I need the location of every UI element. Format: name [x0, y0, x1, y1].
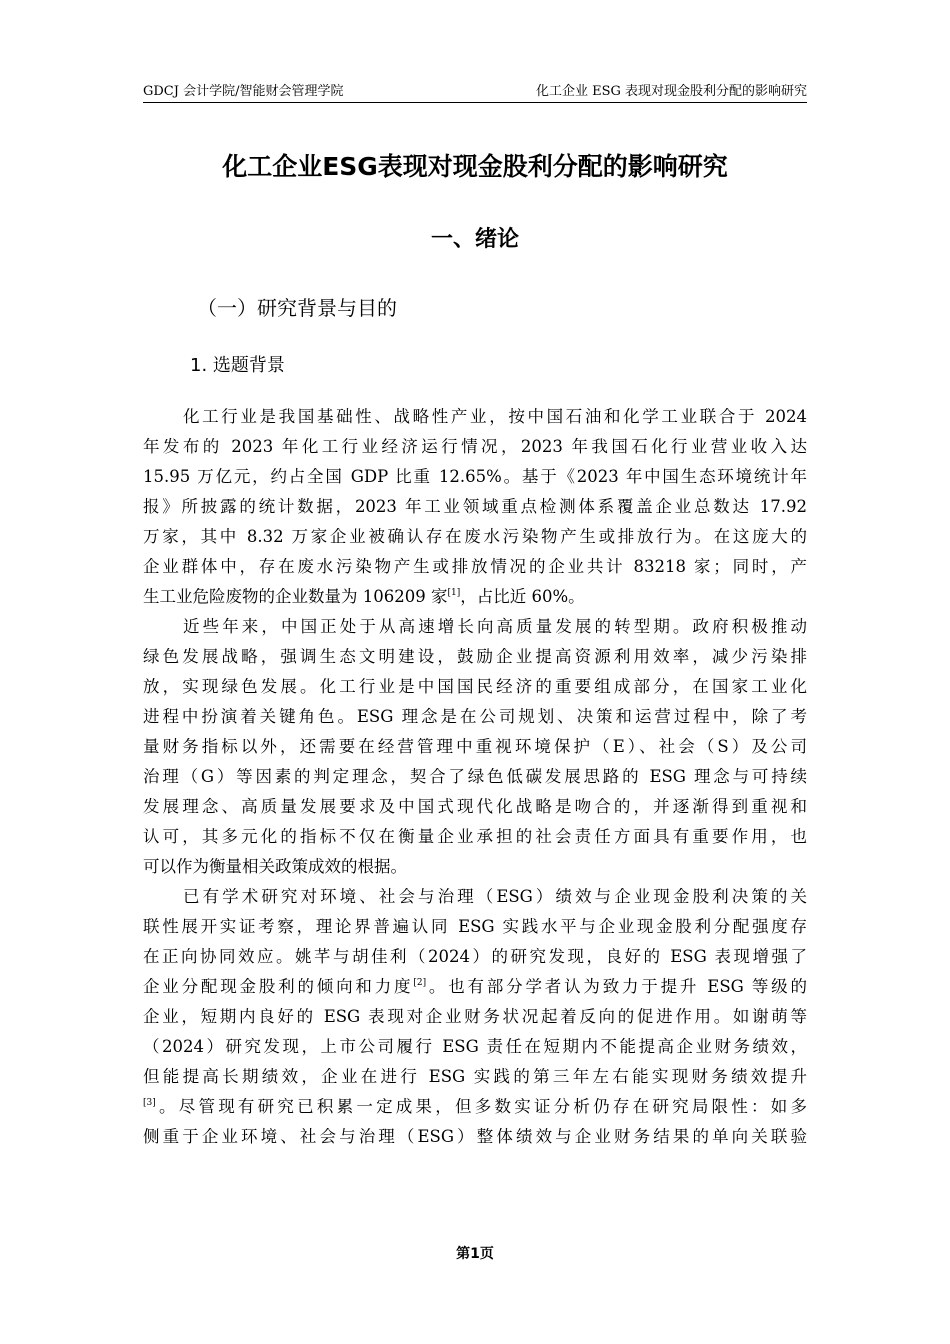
paragraph-line — [143, 1092, 807, 1122]
subsubsection-heading-topic: 1. 选题背景 — [190, 355, 285, 376]
text-run: 生工业危险废物的企业数量为 106209 家 — [143, 587, 448, 606]
paragraph-line: 量财务指标以外，还需要在经营管理中重视环境保护（E）、社会（S）及公司 — [143, 737, 807, 756]
paragraph-line: 企业，短期内良好的 ESG 表现对企业财务状况起着反向的促进作用。如谢萌等 — [143, 1007, 807, 1026]
citation-ref: [1] — [447, 588, 461, 598]
header-left-text: GDCJ 会计学院/智能财会管理学院 — [143, 84, 344, 99]
document-title: 化工企业ESG表现对现金股利分配的影响研究 — [222, 152, 728, 181]
text-run: 企业分配现金股利的倾向和力度 — [143, 977, 414, 996]
paragraph-line: 报》所披露的统计数据，2023 年工业领域重点检测体系覆盖企业总数达 17.92 — [143, 497, 807, 516]
paragraph-line: 近些年来，中国正处于从高速增长向高质量发展的转型期。政府积极推动 — [183, 617, 807, 636]
citation-ref: [2] — [413, 978, 427, 988]
body-text — [143, 402, 807, 1152]
paragraph-line: （2024）研究发现，上市公司履行 ESG 责任在短期内不能提高企业财务绩效， — [143, 1037, 807, 1056]
text-run: ，占比近 60%。 — [460, 587, 585, 606]
paragraph-line — [143, 582, 807, 612]
header-right-text: 化工企业 ESG 表现对现金股利分配的影响研究 — [535, 84, 807, 99]
section-heading-introduction: 一、绪论 — [430, 227, 519, 252]
citation-ref: [3] — [143, 1098, 156, 1108]
paragraph-line — [143, 972, 807, 1002]
paragraph-line: 15.95 万亿元，约占全国 GDP 比重 12.65%。基于《2023 年中国生态环境统计年 — [143, 467, 807, 486]
paragraph-line: 在正向协同效应。姚芊与胡佳利（2024）的研究发现，良好的 ESG 表现增强了 — [143, 947, 807, 966]
paragraph-line: 认可，其多元化的指标不仅在衡量企业承担的社会责任方面具有重要作用，也 — [143, 827, 807, 846]
text-run: 。也有部分学者认为致力于提升 ESG 等级的 — [426, 977, 807, 996]
paragraph-line: 发展理念、高质量发展要求及中国式现代化战略是吻合的，并逐渐得到重视和 — [143, 797, 807, 816]
paragraph-line: 已有学术研究对环境、社会与治理（ESG）绩效与企业现金股利决策的关 — [183, 887, 807, 906]
paragraph-line: 放，实现绿色发展。化工行业是中国国民经济的重要组成部分，在国家工业化 — [143, 677, 807, 696]
subsection-heading-background: （一）研究背景与目的 — [197, 296, 397, 320]
paragraph-line: 治理（G）等因素的判定理念，契合了绿色低碳发展思路的 ESG 理念与可持续 — [143, 767, 807, 786]
text-run: 。尽管现有研究已积累一定成果，但多数实证分析仍存在研究局限性：如多 — [155, 1097, 807, 1116]
paragraph-line: 但能提高长期绩效，企业在进行 ESG 实践的第三年左右能实现财务绩效提升 — [143, 1067, 807, 1086]
paragraph-line: 可以作为衡量相关政策成效的根据。 — [143, 857, 407, 876]
paragraph-line: 年发布的 2023 年化工行业经济运行情况，2023 年我国石化行业营业收入达 — [143, 437, 807, 456]
paragraph-line: 联性展开实证考察，理论界普遍认同 ESG 实践水平与企业现金股利分配强度存 — [143, 917, 807, 936]
paragraph-line: 进程中扮演着关键角色。ESG 理念是在公司规划、决策和运营过程中，除了考 — [143, 707, 807, 726]
paragraph-line: 绿色发展战略，强调生态文明建设，鼓励企业提高资源利用效率，减少污染排 — [143, 647, 807, 666]
paragraph-line: 化工行业是我国基础性、战略性产业，按中国石油和化学工业联合于 2024 — [183, 407, 807, 426]
paragraph-line: 万家，其中 8.32 万家企业被确认存在废水污染物产生或排放行为。在这庞大的 — [143, 527, 807, 546]
paragraph-line: 侧重于企业环境、社会与治理（ESG）整体绩效与企业财务结果的单向关联验 — [143, 1127, 807, 1146]
page-number: 第1页 — [456, 1246, 494, 1262]
paragraph-line: 企业群体中，存在废水污染物产生或排放情况的企业共计 83218 家；同时，产 — [143, 557, 807, 576]
page-header — [143, 78, 807, 103]
